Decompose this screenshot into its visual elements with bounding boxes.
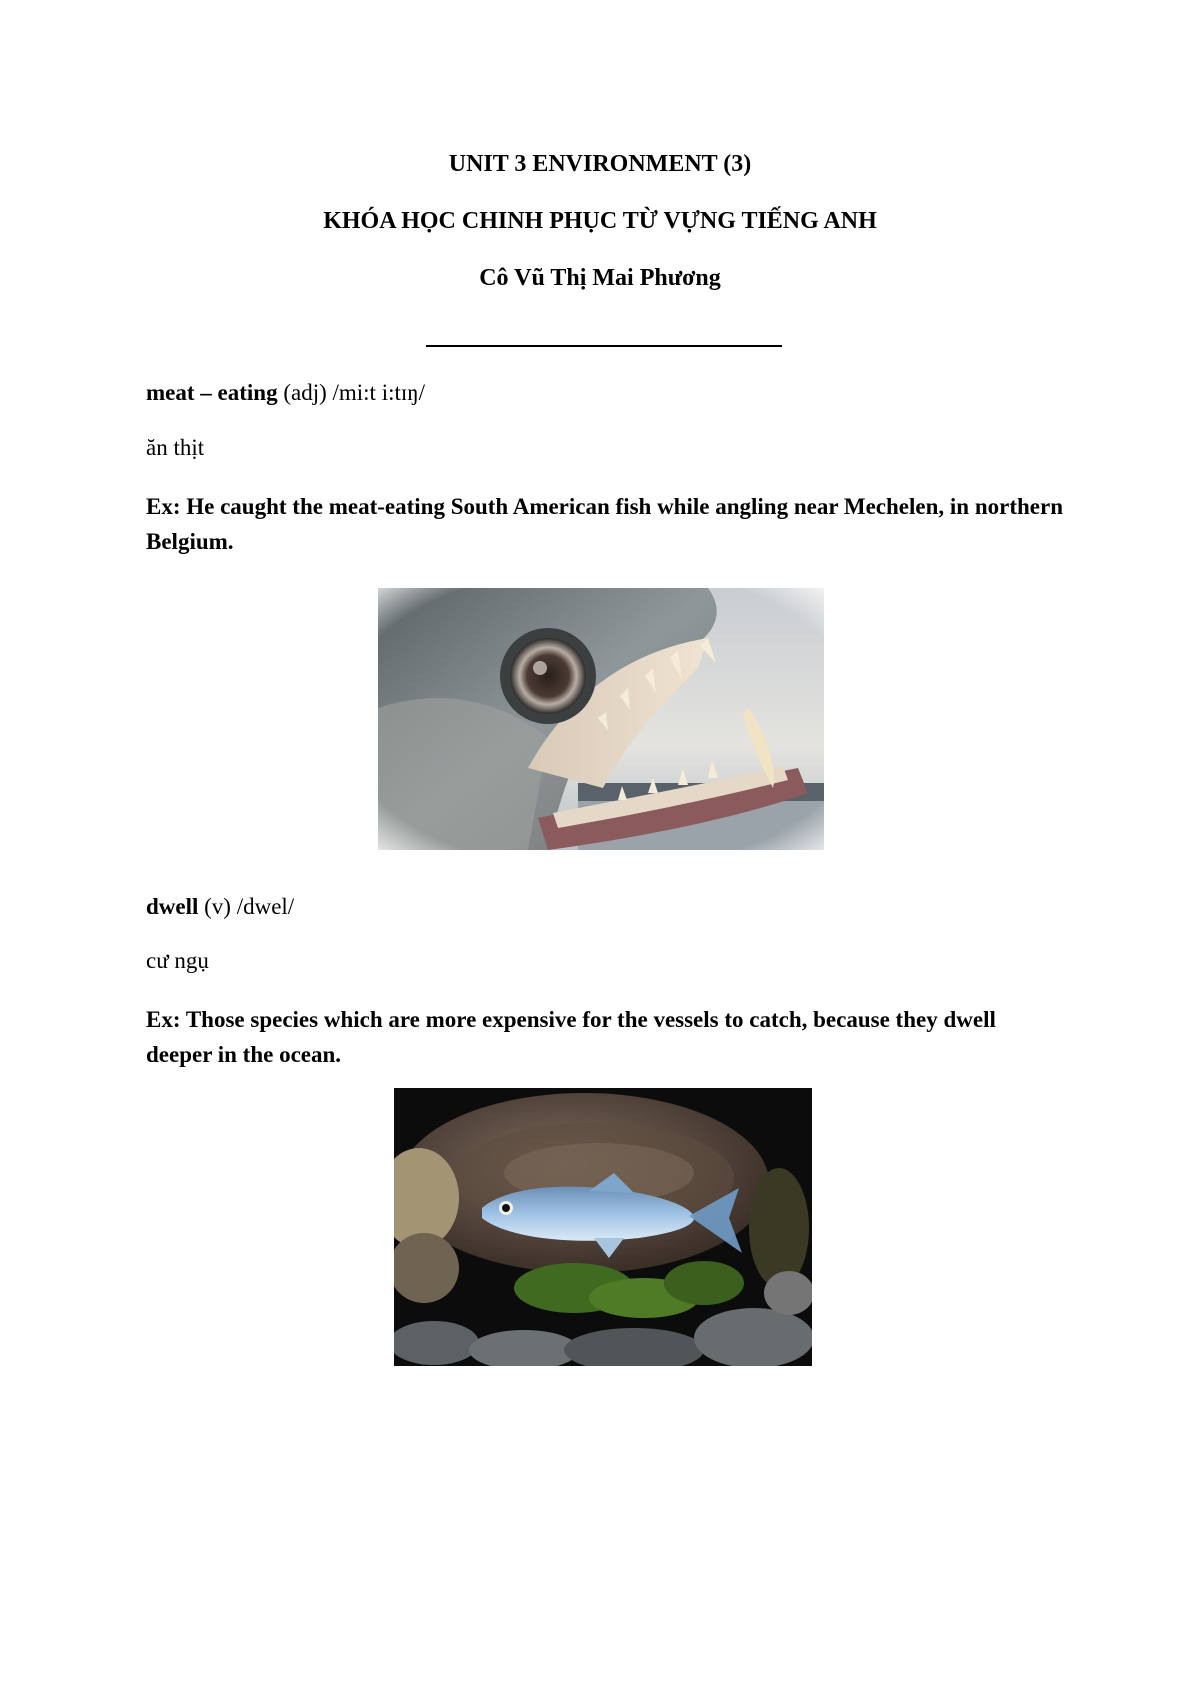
header-divider — [426, 345, 782, 347]
entry-2-word: dwell — [146, 894, 199, 919]
piranha-photo — [378, 588, 824, 850]
unit-title: UNIT 3 ENVIRONMENT (3) — [448, 151, 752, 177]
entry-1-headword-line — [146, 379, 425, 407]
entry-1-word: meat – eating — [146, 380, 278, 405]
entry-2-example: Ex: Those species which are more expensive for the vessels to catch, because they dwell deeper in the ocean. — [146, 1007, 996, 1067]
teacher-name: Cô Vũ Thị Mai Phương — [479, 265, 721, 291]
entry-1-pos-pronunciation: (adj) /mi:t i:tɪŋ/ — [277, 380, 426, 405]
entry-1-meaning: ăn thịt — [146, 435, 205, 460]
course-title: KHÓA HỌC CHINH PHỤC TỪ VỰNG TIẾNG ANH — [323, 208, 877, 234]
entry-2-meaning: cư ngụ — [146, 948, 209, 973]
entry-2-headword-line — [146, 893, 294, 921]
entry-1-example: Ex: He caught the meat-eating South American fish while angling near Mechelen, in northern Belgium. — [146, 494, 1063, 554]
entry-2-pos-pronunciation: (v) /dwel/ — [198, 894, 295, 919]
blue-fish-photo — [394, 1088, 812, 1366]
